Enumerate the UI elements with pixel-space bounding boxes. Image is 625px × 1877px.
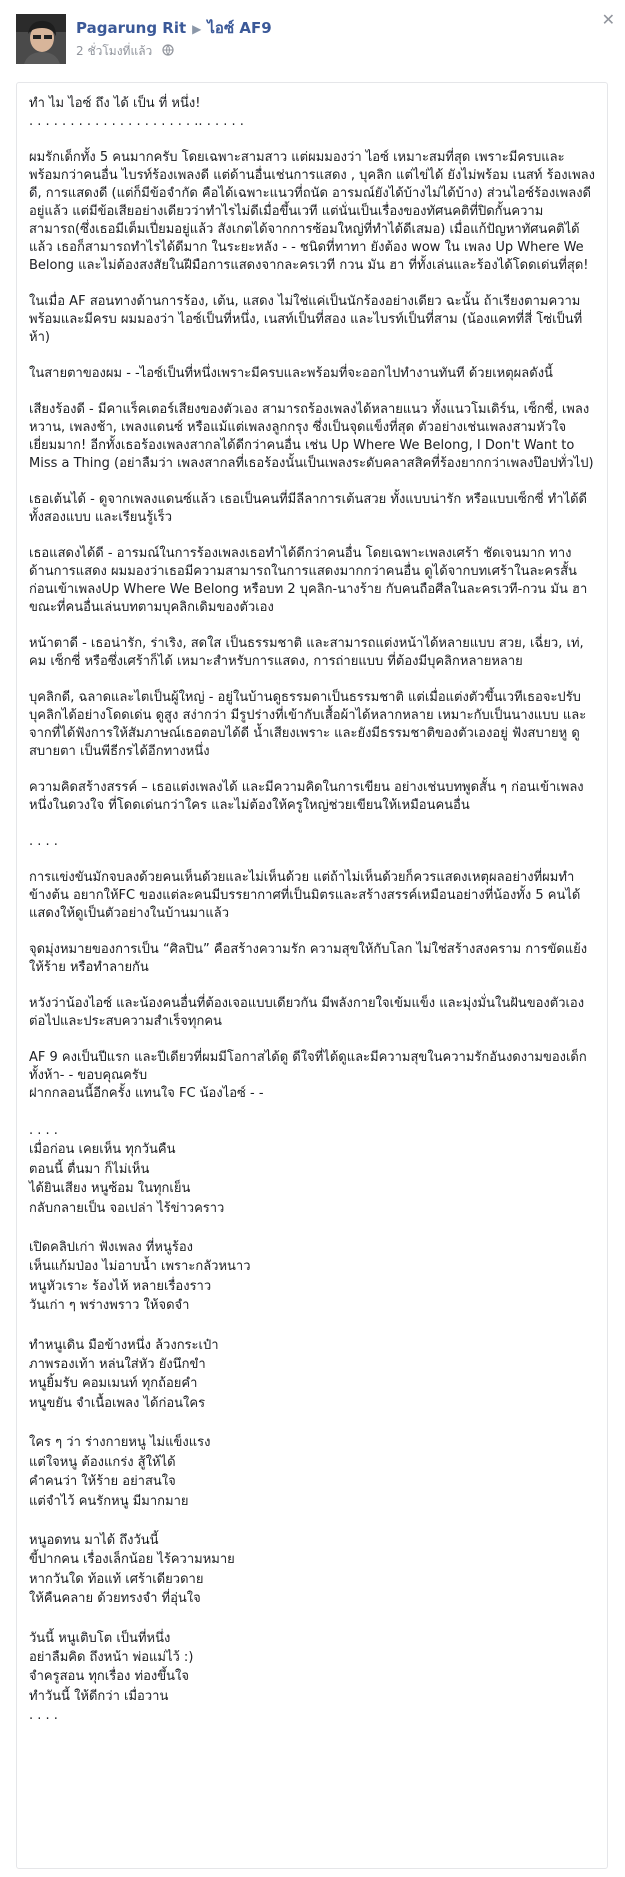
post-paragraph: ความคิดสร้างสรรค์ – เธอแต่งเพลงได้ และมีความคิดในการเขียน อย่างเช่นบทพูดสั้น ๆ ก่อนเข้าเพลงหนึ่งในดวงใจ ที่โดดเด่นกว่าใคร และไม่ต้องให้ครูใหญ่ช่วยเขียนให้เหมือนคนอื่น (29, 780, 584, 813)
post-paragraph: หวังว่าน้องไอซ์ และน้องคนอื่นที่ต้องเจอแบบเดียวกัน มีพลังกายใจเข้มแข็ง และมุ่งมั่นในฝันของตัวเองต่อไปและประสบความสำเร็จทุกคน (29, 996, 585, 1029)
poem-stanza: วันนี้ หนูเติบโต เป็นที่หนึ่ง อย่าลืมคิด ถึงหน้า พ่อแม่ไว้ :) จำครูสอน ทุกเรื่อง ท่องขึ้นใจ ทำวันนี้ ให้ดีกว่า เมื่อวาน . . . . (29, 1630, 194, 1724)
poem-stanza: . . . . เมื่อก่อน เคยเห็น ทุกวันคืน ตอนนี้ ตื่นมา ก็ไม่เห็น ได้ยินเสียง หนูซ้อม ในทุกเย็น กลับกลายเป็น จอเปล่า ไร้ข่าวคราว (29, 1123, 225, 1216)
poem-stanza: ใคร ๆ ว่า ร่างกายหนู ไม่แข็งแรง แต่ใจหนู ต้องแกร่ง สู้ให้ได้ คำคนว่า ให้ร้าย อย่าสนใจ แต่จำไว้ คนรักหนู มีมากมาย (29, 1435, 211, 1509)
post-body (16, 82, 608, 1869)
poem-stanza: หนูอดทน มาได้ ถึงวันนี้ ขี้ปากคน เรื่องเล็กน้อย ไร้ความหมาย หากวันใด ท้อแท้ เศร้าเดียวดาย ให้คืนคลาย ด้วยทรงจำ ที่อุ่นใจ (29, 1532, 235, 1607)
post-header-title (76, 16, 272, 40)
globe-icon[interactable] (162, 44, 174, 59)
post-paragraph: การแข่งขันมักจบลงด้วยคนเห็นด้วยและไม่เห็นด้วย แต่ถ้าไม่เห็นด้วยก็ควรแสดงเหตุผลอย่างที่ผมทำข้างต้น อยากให้FC ของแต่ละคนมีบรรยากาศที่เป็นมิตรและสร้างสรรค์เหมือนอย่างที่น้องทั้ง 5 คนได้แสดงให้ดูเป็นตัวอย่างในบ้านมาแล้ว (29, 870, 581, 921)
post-separator: . . . . (29, 834, 58, 849)
post-paragraph: หน้าตาดี - เธอน่ารัก, ร่าเริง, สดใส เป็นธรรมชาติ และสามารถแต่งหน้าได้หลายแบบ สวย, เฉี่ยว, เท่, คม เซ็กซี่ หรือซึ่งเศร้าก็ได้ เหมาะสำหรับการแสดง, การถ่ายแบบ ที่ต้องมีบุคลิกหลายหลาย (29, 636, 588, 669)
post-paragraph: บุคลิกดี, ฉลาดและไตเป็นผู้ใหญ่ - อยู่ในบ้านดูธรรมดาเป็นธรรมชาติ แต่เมื่อแต่งตัวขึ้นเวทีเธอจะปรับบุคลิกได้อย่างโดดเด่น ดูสูง สง่ากว่า มีรูปร่างที่เข้ากับเสื้อผ้าได้หลากหลาย เหมาะกับเป็นนางแบบ และจากที่ได้ฟังการให้สัมภาษณ์เธอตอบได้ดี น้ำเสียงเพราะ และยังมีธรรมชาติของตัวเองอยู่ ฟังสบายหู ดูสบายตา เป็นพีธีกรได้อีกทางหนึ่ง (29, 690, 587, 759)
post-timestamp[interactable]: 2 ชั่วโมงที่แล้ว (76, 44, 153, 58)
post-paragraph: จุดมุ่งหมายของการเป็น “ศิลปิน” คือสร้างความรัก ความสุขให้กับโลก ไม่ใช่สร้างสงคราม การขัดแย้ง ให้ร้าย หรือทำลายกัน (29, 942, 592, 975)
post-paragraph: ผมรักเด็กทั้ง 5 คนมากครับ โดยเฉพาะสามสาว แต่ผมมองว่า ไอซ์ เหมาะสมที่สุด เพราะมีครบและพร้อมกว่าคนอื่น ไบรท์ร้องเพลงดี แต่ด้านอื่นเช่นการแสดง , บุคลิก แต่ไข่ได้ ยังไม่พร้อม เนสท์ ร้องเพลงดี, การแสดงดี (แต่ก็มีข้อจำกัด คือได้เฉพาะแนวที่ถนัด อารมณ์ยังได้บ้างไม่ได้บ้าง) ส่วนไอซ์ร้องเพลงดีอยู่แล้ว แต่มีข้อเสียอย่างเดียวว่าทำไรไม่ดีเมื่อขึ้นเวที แต่นั่นเป็นเรื่องของทัศนคติที่ปิดกั้นความสามารถ(ซึ่งเธอมีเต็มเปี่ยมอยู่แล้ว สังเกตได้จากการซ้อมใหญ่ที่ทำได้ดีเสมอ) เมื่อแก้ปัญหาทัศนคติได้แล้ว เธอก็สามารถทำไรได้ดีมาก ในระยะหลัง - - ชนิดที่ทาทา ยังต้อง wow ใน เพลง Up Where We Belong และไม่ต้องสงสัยในฝีมือการแสดงจากละครเวที กวน มัน ฮา ที่ทั้งเล่นและร้องได้โดดเด่นที่สุด! (29, 150, 595, 273)
post-paragraph: เธอแสดงได้ดี - อารมณ์ในการร้องเพลงเธอทำได้ดีกว่าคนอื่น โดยเฉพาะเพลงเศร้า ชัดเจนมาก ทางด้านการแสดง ผมมองว่าเธอมีความสามารถในการแสดงมากกว่าคนอื่น ดูได้จากบทเศร้าในละครสั้นก่อนเข้าเพลงUp Where We Belong หรือบท 2 บุคลิก-นางร้าย กับคนถือศีลในละครเวที-กวน มัน ฮา ขณะที่คนอื่นเล่นบทตามบุคลิกเดิมของตัวเอง (29, 546, 592, 615)
author-name-link[interactable]: Pagarung Rit (76, 19, 187, 37)
post-paragraph: ในสายตาของผม - -ไอซ์เป็นที่หนึ่งเพราะมีครบและพร้อมที่จะออกไปทำงานทันที ด้วยเหตุผลดังนี้ (29, 366, 553, 381)
post-paragraph: ในเมื่อ AF สอนทางด้านการร้อง, เต้น, แสดง ไม่ใช่แค่เป็นนักร้องอย่างเดียว ฉะนั้น ถ้าเรียงตามความพร้อมและมีครบ ผมมองว่า ไอซ์เป็นที่หนึ่ง, เนสท์เป็นที่สอง และไบรท์เป็นที่สาม (น้องแคทที่สี่ โซ่เป็นที่ห้า) (29, 294, 583, 345)
post-paragraph: ทำ ไม ไอซ์ ถึง ได้ เป็น ที่ หนึ่ง! . . . . . . . . . . . . . . . . . . . . .. . . . . . (29, 96, 244, 129)
target-page-link[interactable]: ไอซ์ AF9 (207, 19, 272, 37)
poem-stanza: เปิดคลิปเก่า ฟังเพลง ที่หนูร้อง เห็นแก้มป่อง ไม่อาบน้ำ เพราะกลัวหนาว หนูหัวเราะ ร้องไห้ หลายเรื่องราว วันเก่า ๆ พร่างพราว ให้จดจำ (29, 1240, 251, 1314)
avatar-photo-icon (16, 14, 66, 64)
arrow-icon: ▶ (192, 22, 202, 36)
post-paragraph: เสียงร้องดี - มีคาแร็คเตอร์เสียงของตัวเอง สามารถร้องเพลงได้หลายแนว ทั้งแนวโมเดิร์น, เซ็กซี่, เพลงหวาน, เพลงช้า, เพลงแดนซ์ หรือแม้แต่เพลงลูกกรุง ซึ่งเป็นจุดแข็งที่สุด ตัวอย่างเช่นเพลงสามหัวใจ เยี่ยมมาก! อีกทั้งเธอร้องเพลงสากลได้ดีกว่าคนอื่น เช่น Up Where We Belong, I Don't Want to Miss a Thing (อย่าลืมว่า เพลงสากลที่เธอร้องนั้นเป็นเพลงระดับคลาสสิคที่ร้องยากกว่าเพลงป๊อปทั่วไป) (29, 402, 594, 471)
post-meta (76, 42, 174, 61)
post-paragraph: AF 9 คงเป็นปีแรก และปีเดียวที่ผมมีโอกาสได้ดู ดีใจที่ได้ดูและมีความสุขในความรักอันงดงามของเด็กทั้งห้า- - ขอบคุณครับ ฝากกลอนนี้อีกครั้ง แทนใจ FC น้องไอซ์ - - (29, 1050, 587, 1101)
close-icon[interactable]: ✕ (601, 10, 615, 29)
avatar[interactable] (16, 14, 66, 64)
poem-stanza: ทำหนูเดิน มือข้างหนึ่ง ล้วงกระเป๋า ภาพรองเท้า หล่นใส่หัว ยังนึกขำ หนูยิ้มรับ คอมเมนท์ ทุกถ้อยคำ หนูขยัน จำเนื้อเพลง ได้ก่อนใคร (29, 1337, 219, 1411)
post-paragraph: เธอเต้นได้ - ดูจากเพลงแดนซ์แล้ว เธอเป็นคนที่มีลีลาการเต้นสวย ทั้งแบบน่ารัก หรือแบบเซ็กซี่ ทำได้ดีทั้งสองแบบ และเรียนรู้เร็ว (29, 492, 587, 525)
